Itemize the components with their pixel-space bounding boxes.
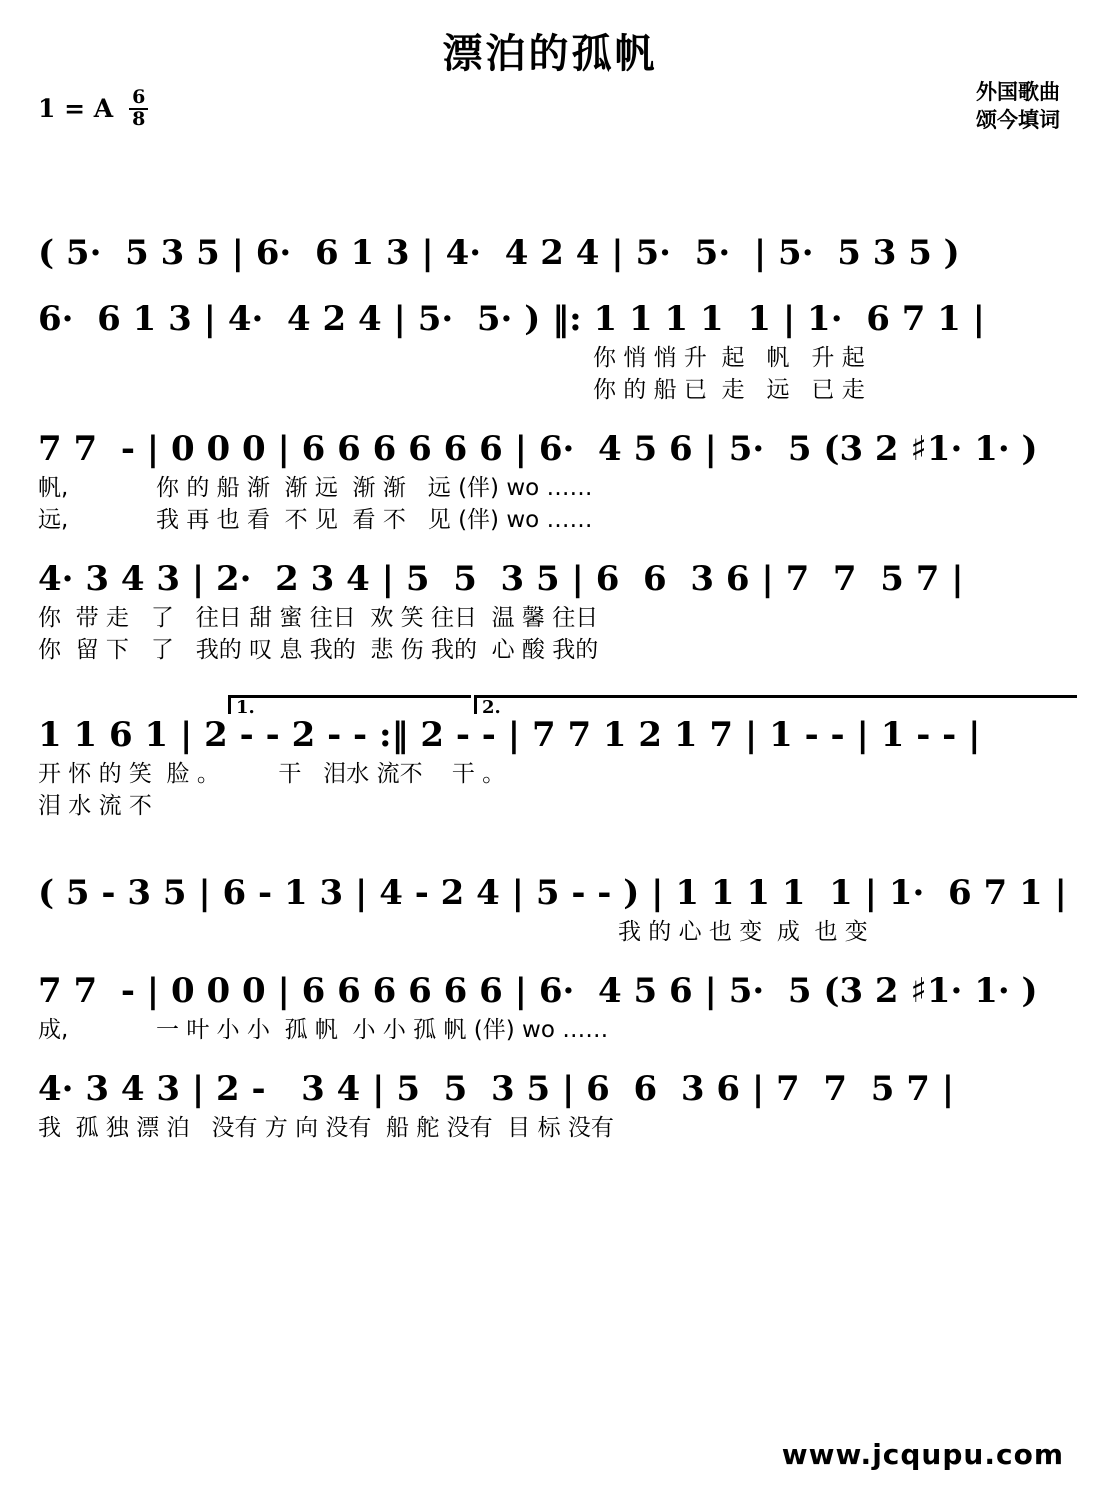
volta-1-label: 1. xyxy=(236,697,255,718)
lyric-line: 远, 我 再 也 看 不 见 看 不 见 (伴) wo …… xyxy=(38,507,593,534)
music-system-2 xyxy=(38,295,1062,407)
volta-2-label: 2. xyxy=(482,697,501,718)
music-system-3 xyxy=(38,425,1062,537)
time-signature xyxy=(129,88,148,130)
lyric-line: 泪 水 流 不 xyxy=(38,793,152,820)
lyric-line: 你 带 走 了 往日 甜 蜜 往日 欢 笑 往日 温 馨 往日 xyxy=(38,605,599,632)
page-title: 漂泊的孤帆 xyxy=(442,31,658,77)
credit-line-1: 外国歌曲 xyxy=(976,80,1060,104)
lyric-line: 我 孤 独 漂 泊 没有 方 向 没有 船 舵 没有 目 标 没有 xyxy=(38,1115,614,1142)
time-signature-denominator: 8 xyxy=(132,107,146,130)
lyric-line: 你 悄 悄 升 起 帆 升 起 xyxy=(593,345,865,372)
key-signature xyxy=(38,88,148,130)
lyric-line: 成, 一 叶 小 小 孤 帆 小 小 孤 帆 (伴) wo …… xyxy=(38,1017,609,1044)
notation-line: 4· 3 4 3 | 2· 2 3 4 | 5 5 3 5 | 6 6 3 6 | 7 7 5 7 | xyxy=(38,559,964,599)
notation-line: 4· 3 4 3 | 2 - 3 4 | 5 5 3 5 | 6 6 3 6 | 7 7 5 7 | xyxy=(38,1069,955,1109)
lyric-line: 你 留 下 了 我的 叹 息 我的 悲 伤 我的 心 酸 我的 xyxy=(38,637,599,664)
music-system-1 xyxy=(38,229,1062,277)
key-signature-text: 1 = A xyxy=(38,94,114,124)
lyric-line: 你 的 船 已 走 远 已 走 xyxy=(593,377,865,404)
notation-line: ( 5· 5 3 5 | 6· 6 1 3 | 4· 4 2 4 | 5· 5· | 5· 5 3 5 ) xyxy=(38,233,960,273)
lyric-line: 帆, 你 的 船 渐 渐 远 渐 渐 远 (伴) wo …… xyxy=(38,475,593,502)
notation-line: 1 1 6 1 | 2 - - 2 - - :‖ 2 - - | 7 7 1 2 1 7 | 1 - - | 1 - - | xyxy=(38,715,981,755)
music-system-5 xyxy=(38,685,1062,823)
credit-line-2: 颂今填词 xyxy=(976,108,1060,133)
credits-block xyxy=(976,78,1060,135)
lyric-line: 我 的 心 也 变 成 也 变 xyxy=(618,919,868,946)
music-system-8 xyxy=(38,1065,1062,1145)
music-system-6 xyxy=(38,869,1067,949)
notation-line: 6· 6 1 3 | 4· 4 2 4 | 5· 5· ) ‖: 1 1 1 1 1 | 1· 6 7 1 | xyxy=(38,299,986,339)
time-signature-numerator: 6 xyxy=(129,88,148,110)
site-watermark: www.jcqupu.com xyxy=(781,1438,1064,1471)
notation-line: ( 5 - 3 5 | 6 - 1 3 | 4 - 2 4 | 5 - - ) | 1 1 1 1 1 | 1· 6 7 1 | xyxy=(38,873,1067,913)
music-system-7 xyxy=(38,967,1062,1047)
music-system-4 xyxy=(38,555,1062,667)
notation-line: 7 7 - | 0 0 0 | 6 6 6 6 6 6 | 6· 4 5 6 | 5· 5 (3 2 ♯1· 1· ) xyxy=(38,429,1038,469)
lyric-line: 开 怀 的 笑 脸 。 干 泪水 流不 干 。 xyxy=(38,761,506,788)
notation-line: 7 7 - | 0 0 0 | 6 6 6 6 6 6 | 6· 4 5 6 | 5· 5 (3 2 ♯1· 1· ) xyxy=(38,971,1038,1011)
